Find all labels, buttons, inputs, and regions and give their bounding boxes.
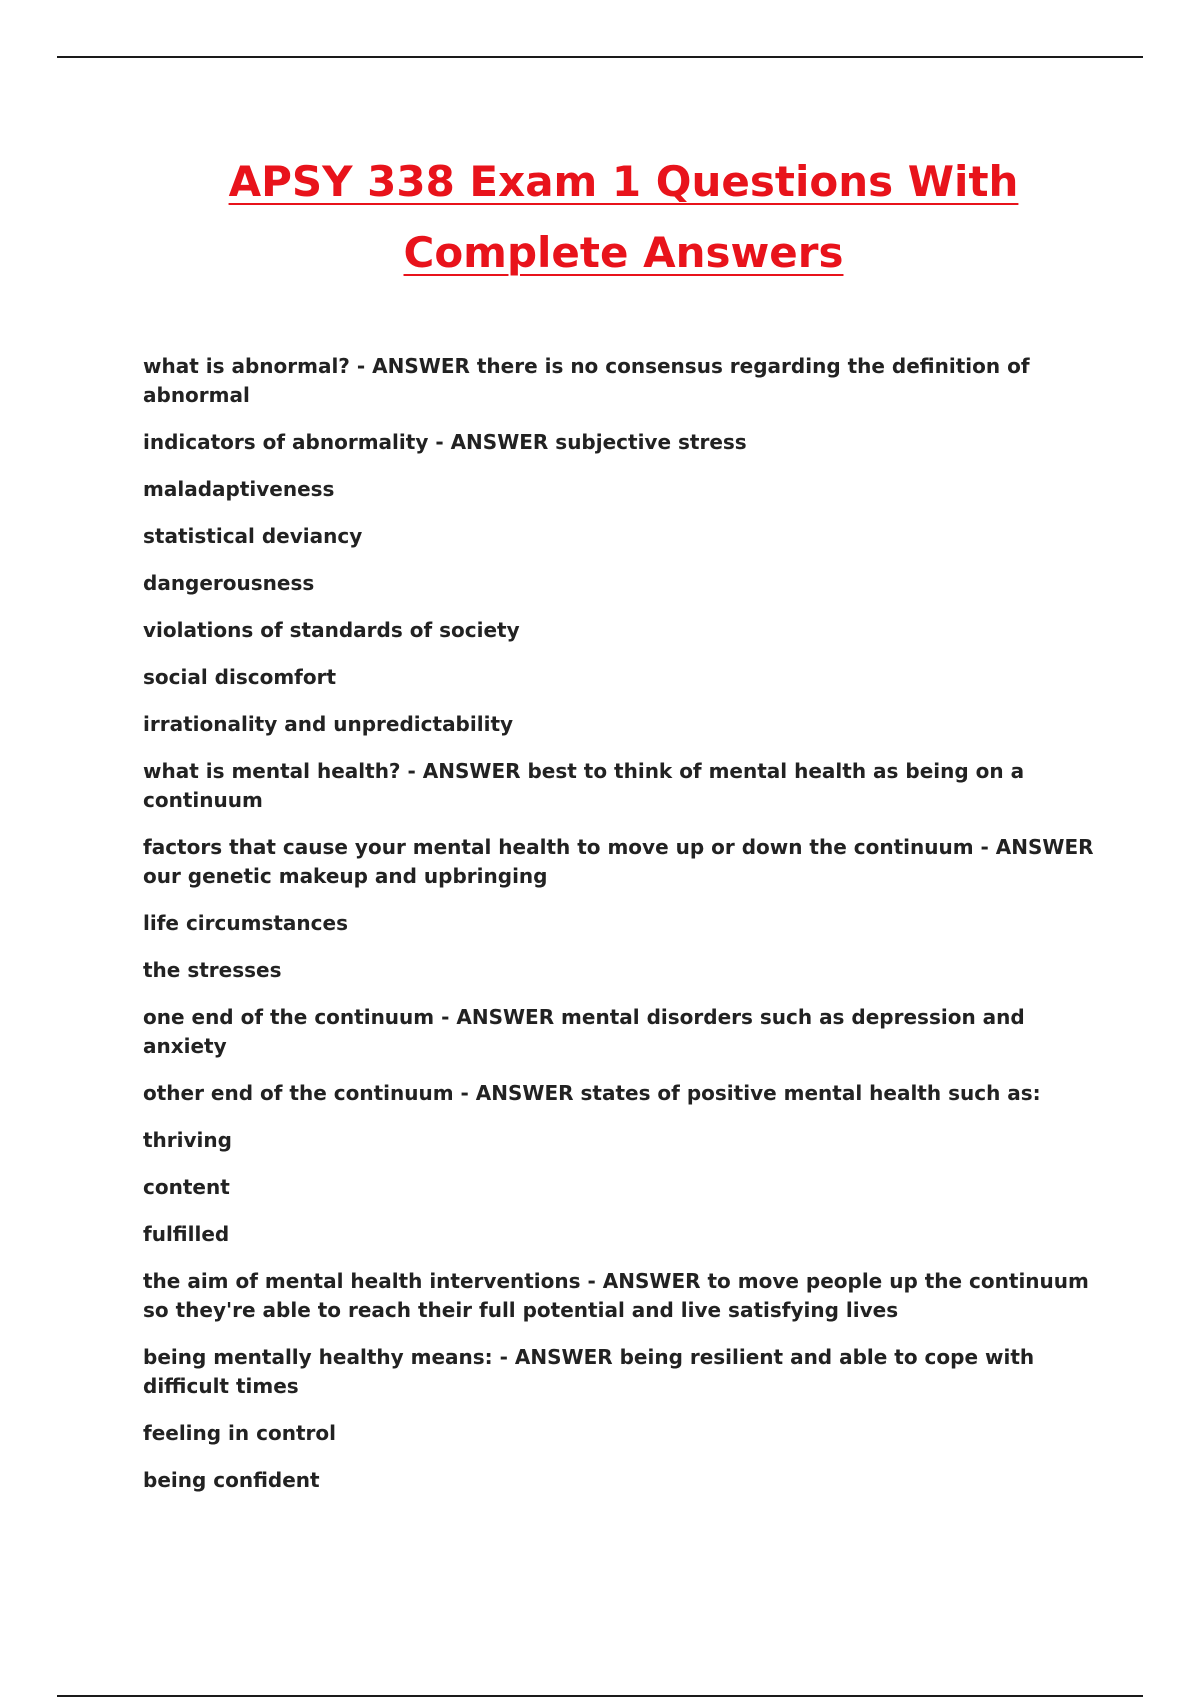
title-line-2: Complete Answers — [403, 228, 844, 277]
qa-paragraph: irrationality and unpredictability — [143, 712, 514, 736]
qa-paragraph: maladaptiveness — [143, 477, 335, 501]
qa-paragraph: feeling in control — [143, 1421, 336, 1445]
qa-paragraph: the aim of mental health interventions - ANSWER to move people up the continuum so they're able to reach their full potential and live satisfying lives — [143, 1269, 1089, 1322]
qa-paragraph: what is mental health? - ANSWER best to think of mental health as being on a continuum — [143, 759, 1025, 812]
qa-paragraph: violations of standards of society — [143, 618, 520, 642]
qa-paragraph: dangerousness — [143, 571, 315, 595]
qa-paragraph: indicators of abnormality - ANSWER subjective stress — [143, 430, 747, 454]
qa-paragraph: being mentally healthy means: - ANSWER being resilient and able to cope with difficult times — [143, 1345, 1035, 1398]
qa-paragraph: other end of the continuum - ANSWER states of positive mental health such as: — [143, 1081, 1041, 1105]
title-line-1: APSY 338 Exam 1 Questions With — [228, 157, 1019, 206]
top-rule — [57, 56, 1143, 58]
qa-paragraph: fulfilled — [143, 1222, 230, 1246]
qa-paragraph: the stresses — [143, 958, 282, 982]
document-body — [143, 352, 1103, 1513]
qa-paragraph: one end of the continuum - ANSWER mental disorders such as depression and anxiety — [143, 1005, 1025, 1058]
qa-paragraph: what is abnormal? - ANSWER there is no consensus regarding the definition of abnormal — [143, 354, 1030, 407]
qa-paragraph: factors that cause your mental health to move up or down the continuum - ANSWER our genetic makeup and upbringing — [143, 835, 1094, 888]
qa-paragraph: life circumstances — [143, 911, 348, 935]
document-title — [0, 146, 1200, 288]
qa-paragraph: thriving — [143, 1128, 232, 1152]
qa-paragraph: social discomfort — [143, 665, 337, 689]
qa-paragraph: being confident — [143, 1468, 320, 1492]
qa-paragraph: statistical deviancy — [143, 524, 363, 548]
qa-paragraph: content — [143, 1175, 230, 1199]
bottom-rule — [57, 1695, 1143, 1697]
